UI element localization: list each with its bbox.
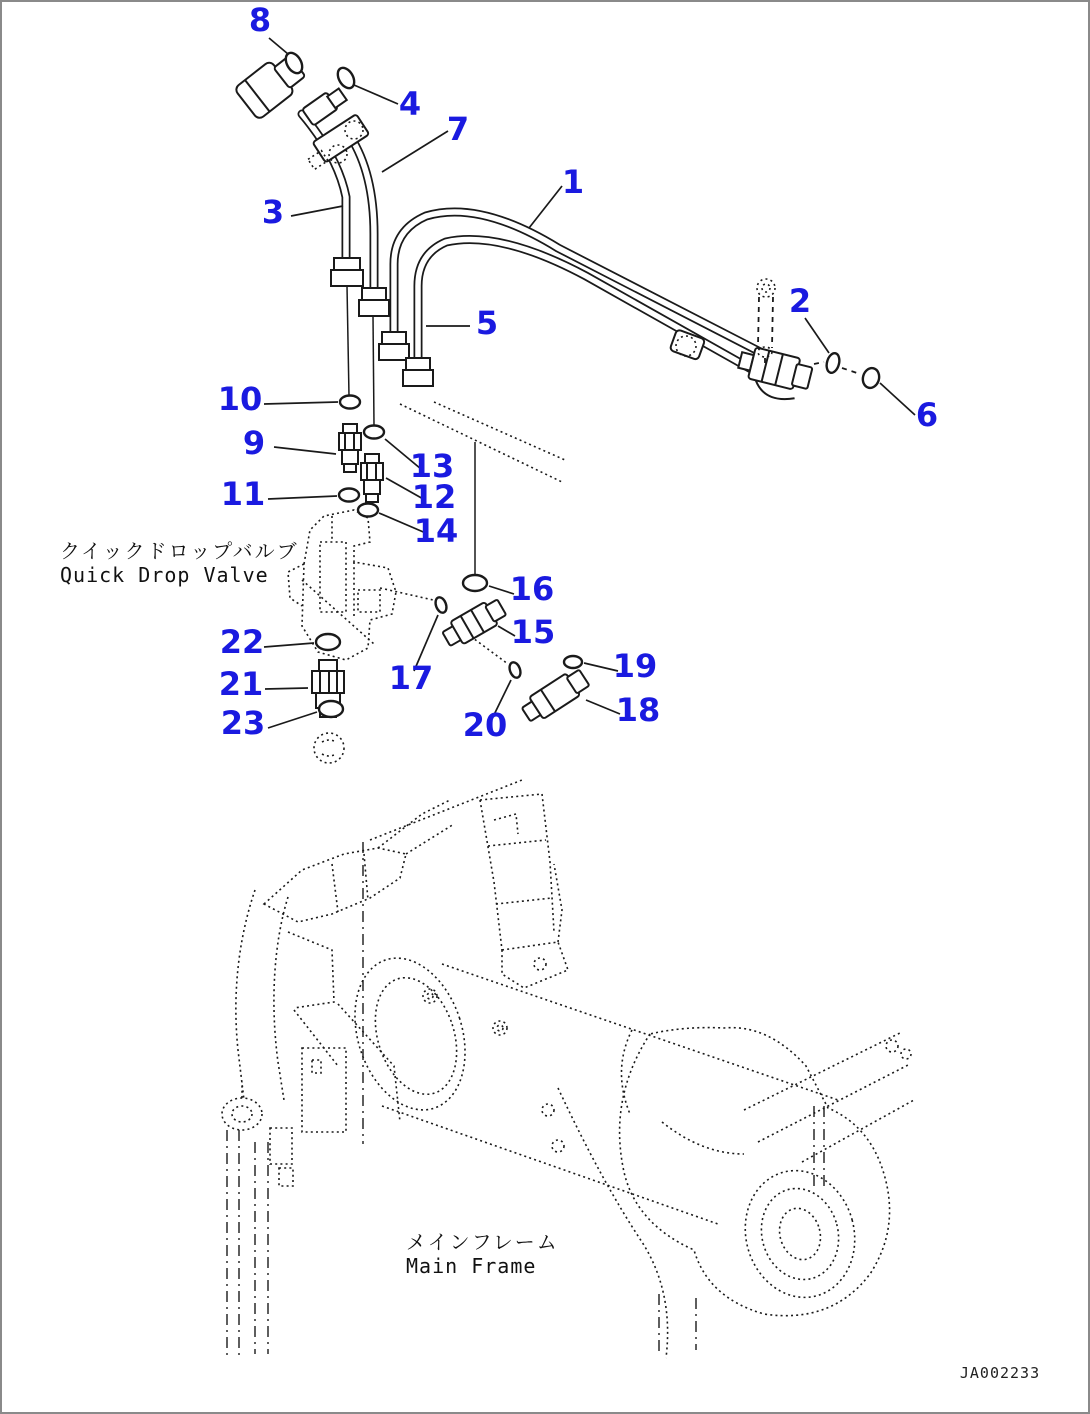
o-ring-22 [316, 634, 340, 650]
callout-15: 15 [510, 613, 556, 651]
main-frame-label-en: Main Frame [406, 1254, 537, 1278]
leader-line-2 [805, 318, 829, 353]
elbow-fitting-15 [440, 596, 508, 651]
quick-drop-valve-label-en: Quick Drop Valve [60, 563, 269, 587]
leader-line-9 [274, 447, 336, 454]
callout-14: 14 [413, 512, 459, 550]
o-ring-13 [364, 426, 384, 439]
o-ring-4 [334, 65, 357, 91]
leader-line-10 [264, 402, 338, 404]
fitting-12 [361, 454, 383, 502]
callout-17: 17 [388, 659, 434, 697]
main-frame-label-jp: メインフレーム [406, 1230, 559, 1254]
main-frame-drawing [222, 780, 914, 1360]
callout-7: 7 [446, 110, 470, 148]
callout-21: 21 [218, 665, 264, 703]
leader-line-21 [265, 688, 308, 689]
leader-lines [261, 38, 915, 728]
callout-19: 19 [612, 647, 658, 685]
leader-line-11 [268, 496, 337, 499]
callout-6: 6 [915, 396, 939, 434]
callout-3: 3 [261, 193, 285, 231]
fitting-9 [339, 424, 361, 472]
callout-4: 4 [398, 85, 422, 123]
leader-line-23 [268, 712, 317, 728]
leader-line-8 [269, 38, 288, 54]
drop-line-10 [347, 286, 349, 396]
leader-line-7 [382, 131, 448, 172]
o-ring-19 [564, 656, 582, 668]
o-ring-14 [358, 504, 378, 517]
leader-line-3 [291, 206, 343, 216]
callout-20: 20 [462, 706, 508, 744]
o-ring-23 [319, 701, 343, 717]
elbow-fitting-pipe1 [733, 344, 814, 405]
leader-line-22 [264, 643, 314, 647]
elbow-fitting-18 [519, 666, 591, 725]
quick-drop-valve-body [288, 510, 396, 660]
o-ring-16 [463, 575, 487, 591]
callout-22: 22 [219, 623, 265, 661]
pipe-1 [394, 212, 770, 357]
callout-1: 1 [561, 163, 585, 201]
leader-line-6 [880, 383, 915, 415]
callout-13: 13 [409, 447, 455, 485]
drawing-id: JA002233 [959, 1364, 1041, 1382]
pipe-clamp [670, 329, 706, 360]
valve-port-dotted [314, 733, 344, 763]
callout-10: 10 [217, 380, 263, 418]
leader-line-4 [354, 85, 398, 104]
o-ring-20 [508, 661, 523, 679]
o-ring-10 [340, 396, 360, 409]
leader-line-1 [529, 186, 562, 228]
quick-drop-valve-label-jp: クイックドロップバルブ [60, 539, 299, 563]
callout-2: 2 [788, 282, 812, 320]
callout-18: 18 [615, 691, 661, 729]
drop-line-13 [373, 316, 374, 425]
callout-23: 23 [220, 704, 266, 742]
o-ring-6 [861, 366, 882, 389]
callout-8: 8 [248, 2, 272, 39]
callout-9: 9 [242, 424, 266, 462]
callout-5: 5 [475, 304, 499, 342]
callout-11: 11 [220, 475, 266, 513]
o-ring-17 [434, 596, 449, 614]
o-ring-2 [825, 352, 842, 374]
callout-12: 12 [411, 478, 457, 516]
o-ring-11 [339, 489, 359, 502]
callout-16: 16 [509, 570, 555, 608]
